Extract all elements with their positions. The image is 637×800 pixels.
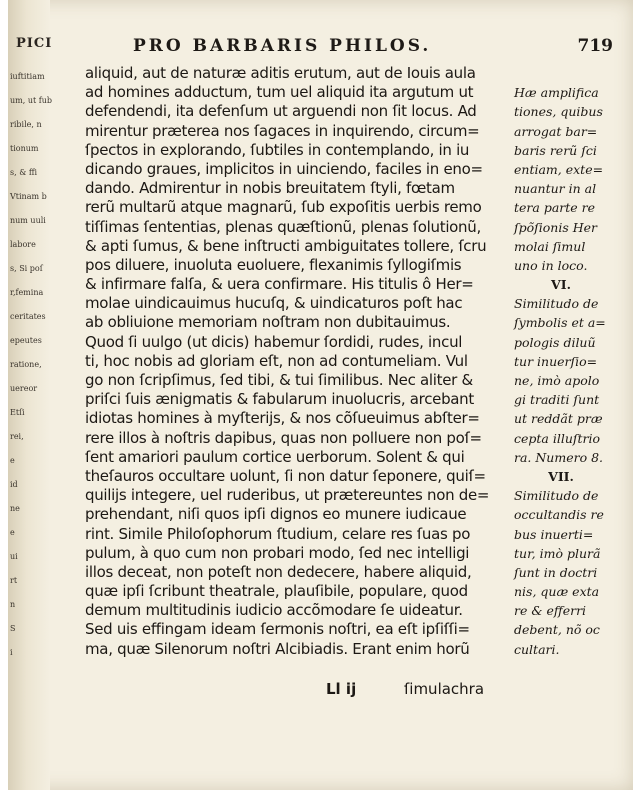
text-line: rere illos à noſtris dapibus, quas non polluere non poſ= [85, 428, 482, 447]
gutter-fragment: s, & ffi [10, 168, 38, 177]
text-line: mirentur præterea nos ſagaces in inquirendo, circum= [85, 121, 480, 140]
text-line: illos deceat, non poteſt non dedecere, habere aliquid, [85, 562, 472, 581]
page-number: 719 [577, 36, 613, 56]
gutter-fragment: ratione, [10, 360, 42, 369]
text-line: ſpectos in explorando, ſubtiles in contemplando, in iu [85, 140, 470, 159]
marginal-note-line: nuantur in al [514, 181, 597, 197]
marginal-note-line: tur, imò plurã [514, 545, 601, 561]
gutter-fragment: Etſi [10, 408, 25, 417]
marginal-note-line: uno in loco. [514, 257, 588, 273]
text-line: theſauros occultare uolunt, ſi non datur ſeponere, quiſ= [85, 466, 486, 485]
gutter-fragment: r,femina [10, 288, 44, 297]
marginal-note-line: ne, imò apolo [514, 373, 600, 388]
text-line: priſci ſuis ænigmatis & fabularum inuolucris, arcebant [85, 390, 474, 409]
marginal-note-line [514, 64, 624, 83]
text-line: ti, hoc nobis ad gloriam eſt, non ad contumeliam. Vul [85, 351, 468, 370]
marginal-note-line: molai ſimul [514, 238, 586, 254]
text-line: & infirmare falſa, & uera confirmare. His titulis ô Her= [85, 275, 474, 294]
catchword: ſimulachra [404, 680, 485, 698]
marginal-note-line: tur inuerſio= [514, 353, 598, 369]
running-head: PRO BARBARIS PHILOS. [133, 36, 432, 56]
text-line: quæ ipſi ſcribunt theatrale, plauſibile, populare, quod [85, 582, 468, 601]
gutter-fragment: s, Si poſ [10, 264, 43, 273]
text-line: idiotas homines à myſterijs, & nos cõſueuimus abſter= [85, 409, 480, 428]
signature-mark: Ll ij [326, 680, 357, 698]
text-line: rint. Simile Philoſophorum ſtudium, celare res ſuas po [85, 524, 471, 543]
text-line: dicando graues, implicitos in uinciendo, faciles in eno= [85, 159, 483, 178]
text-line: & apti ſumus, & bene inſtructi ambiguitates tollere, ſcru [85, 236, 487, 255]
marginal-notes [514, 64, 624, 659]
book-page [8, 0, 633, 790]
text-line: tiſſimas ſententias, plenas quæſtionũ, plenas ſolutionũ, [85, 217, 481, 236]
text-line: demum multitudinis iudicio accõmodare ſe uideatur. [85, 601, 463, 620]
text-line: prehendant, niſi quos ipſi dignos eo munere iudicaue [85, 505, 467, 524]
gutter-fragment: rt [10, 576, 18, 585]
text-line: pos diluere, inuoluta euoluere, flexanimis ſyllogiſmis [85, 255, 462, 274]
marginal-note-line: Similitudo de [514, 488, 599, 504]
text-line: ad homines adductum, tum uel aliquid ita argutum ut [85, 83, 474, 102]
text-line: defendendi, ita defenſum ut arguendi non ſit locus. Ad [85, 102, 477, 121]
marginal-note-line: baris rerũ ſci [514, 142, 597, 158]
text-line: rerũ multarũ atque magnarũ, ſub expoſitis uerbis remo [85, 198, 482, 217]
marginal-note-line: occultandis re [514, 507, 604, 523]
marginal-note-line: gi traditi ſunt [514, 392, 600, 408]
text-line: Sed uis effingam ideam ſermonis noſtri, ea eſt ipſiſſi= [85, 620, 470, 639]
gutter-fragment: ui [10, 552, 18, 561]
gutter-fragment: ribile, n [10, 120, 42, 129]
gutter-fragment: rei, [10, 432, 24, 441]
text-line: Quod ſi uulgo (ut dicis) habemur ſordidi, rudes, incul [85, 332, 463, 351]
gutter-fragment: epeutes [10, 336, 42, 345]
marginal-note-line: entiam, exte= [514, 161, 604, 177]
marginal-note-line: cepta illuſtrio [514, 430, 601, 446]
text-line: quilijs integere, uel ruderibus, ut prætereuntes non de= [85, 486, 490, 505]
gutter-fragment: labore [10, 240, 36, 249]
gutter-heading: PICI [16, 36, 53, 51]
text-line: ma, quæ Silenorum noſtri Alcibiadis. Erant enim horũ [85, 639, 470, 658]
text-line: go non ſcripſimus, ſed tibi, & tui ſimilibus. Nec aliter & [85, 371, 473, 389]
gutter-fragment: Vtinam b [10, 192, 47, 201]
gutter-fragment: S [10, 624, 16, 633]
text-line: aliquid, aut de naturæ aditis erutum, aut de Iouis aula [85, 64, 476, 82]
gutter-fragment: i [10, 648, 13, 657]
gutter-fragment: e [10, 456, 15, 465]
marginal-note-line: pologis diluũ [514, 334, 596, 350]
marginal-note-line: re & efferri [514, 603, 587, 619]
text-line: ſent amariori paulum cortice uerborum. Solent & qui [85, 447, 465, 466]
marginal-note-line: ſpõſionis Her [514, 219, 598, 235]
gutter-fragment: tionum [10, 144, 39, 153]
gutter-fragment: e [10, 528, 15, 537]
gutter-fragment: um, ut fub [10, 96, 52, 105]
marginal-note-line: tiones, quibus [514, 104, 603, 120]
marginal-note-line: ſunt in doctri [514, 564, 598, 580]
page-header [133, 36, 613, 60]
marginal-note-line: cultari. [514, 641, 560, 657]
gutter-fragment: ceritates [10, 312, 46, 321]
gutter-fragment: num uuli [10, 216, 46, 225]
facing-page-gutter [8, 0, 53, 790]
text-line: molae uindicauimus hucuſq, & uindicaturos poſt hac [85, 294, 463, 313]
marginal-note-line: ut reddãt præ [514, 411, 603, 427]
gutter-fragment: id [10, 480, 18, 489]
gutter-fragment: ne [10, 504, 20, 513]
text-line: dando. Admirentur in nobis breuitatem ſtyli, fœtam [85, 179, 455, 198]
gutter-fragment: iuftitiam [10, 72, 45, 81]
marginal-note-line: VII. [548, 468, 574, 484]
gutter-fragment: uereor [10, 384, 38, 393]
marginal-note-line: ra. Numero 8. [514, 449, 604, 465]
marginal-note-line: Similitudo de [514, 296, 599, 312]
marginal-note-line: nis, quæ exta [514, 584, 600, 600]
marginal-note-line: arrogat bar= [514, 123, 598, 139]
marginal-note-line: bus inuerti= [514, 526, 594, 542]
marginal-note-line: debent, nõ oc [514, 622, 600, 638]
marginal-note-line: ſymbolis et a= [514, 315, 606, 331]
text-line: pulum, à quo cum non probari modo, ſed nec intelligi [85, 543, 470, 562]
marginal-note-line: tera parte re [514, 200, 596, 216]
marginal-note-line: VI. [551, 277, 571, 293]
text-line: ab obliuione memoriam noſtram non dubitauimus. [85, 313, 451, 332]
gutter-fragment: n [10, 600, 16, 609]
main-text-block [85, 64, 505, 659]
marginal-note-line: Hæ amplifica [514, 85, 599, 101]
